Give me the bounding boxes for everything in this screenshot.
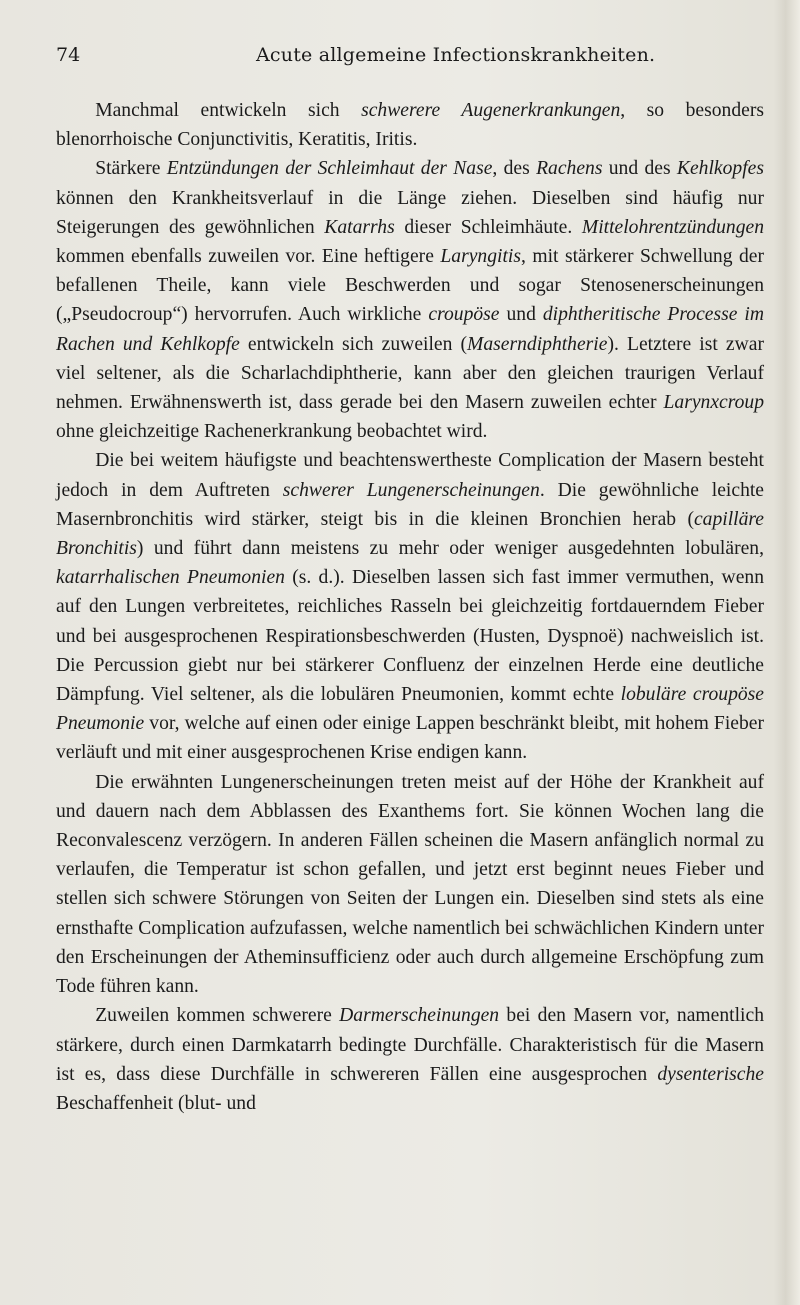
text-run: Stärkere: [95, 158, 167, 180]
emphasized-text: Rachens: [536, 158, 603, 180]
text-run: und: [499, 304, 543, 326]
body-text: [56, 96, 764, 1118]
emphasized-text: lobuläre croupöse Pneumonie: [56, 684, 765, 735]
text-run: entwickeln sich zuweilen (: [239, 333, 468, 355]
emphasized-text: katarrhalischen Pneumonien: [56, 567, 285, 589]
text-run: , mit stärkerer Schwellung der befallenen Theile, kann viele Beschwerden und sogar Stenosenerscheinungen („Pseudocroup“) hervorrufen. Auch wirkliche: [56, 246, 764, 326]
text-run: Beschaffenheit (blut- und: [56, 1092, 256, 1114]
page-edge-shadow: [774, 0, 800, 1305]
emphasized-text: Kehlkopfes: [676, 158, 764, 180]
text-run: und des: [602, 158, 677, 180]
emphasized-text: croupöse: [428, 304, 500, 326]
text-run: ). Letztere ist zwar viel seltener, als die Scharlachdiphtherie, kann aber den gleichen traurigen Verlauf nehmen. Erwähnenswerth ist, dass gerade bei den Masern zuweilen echter: [56, 333, 764, 414]
text-run: ohne gleichzeitige Rachenerkrankung beobachtet wird.: [56, 421, 488, 443]
text-run: Zuweilen kommen schwerere: [95, 1005, 340, 1027]
text-run: können den Krankheitsverlauf in die Länge ziehen. Dieselben sind häufig nur Steigerungen des gewöhnlichen: [56, 187, 764, 238]
text-run: , des: [492, 158, 537, 180]
text-run: (s. d.). Dieselben lassen sich fast immer vermuthen, wenn auf den Lungen verbreitetes, reichliches Rasseln bei gleichzeitig fortdauerndem Fieber und bei ausgesprochenen Respirationsbeschwerden (Husten, Dyspnoë) nachweislich ist. Die Percussion giebt nur bei stärkerer Confluenz der einzelnen Herde eine deutliche Dämpfung. Viel seltener, als die lobulären Pneumonien, kommt echte: [56, 567, 764, 706]
emphasized-text: capilläre Bronchitis: [56, 508, 764, 560]
emphasized-text: Larynxcroup: [663, 392, 764, 414]
text-run: bei den Masern vor, namentlich stärkere, durch einen Darmkatarrh bedingte Durchfälle. Charakteristisch für die Masern ist es, dass diese Durchfälle in schwereren Fällen eine ausgesprochen: [56, 1005, 764, 1085]
emphasized-text: dysenterische: [657, 1063, 764, 1085]
emphasized-text: Laryngitis: [440, 246, 521, 268]
text-run: kommen ebenfalls zuweilen vor. Eine heftigere: [56, 246, 441, 268]
text-run: Die erwähnten Lungenerscheinungen treten meist auf der Höhe der Krankheit auf und dauern nach dem Abblassen des Exanthems fort. Sie können Wochen lang die Reconvalescenz verzögern. In anderen Fällen scheinen die Masern anfänglich normal zu verlaufen, die Temperatur ist schon gefallen, und jetzt erst beginnt neues Fieber und stellen sich schwere Störungen von Seiten der Lungen ein. Dieselben sind stets als eine ernsthafte Complication aufzufassen, welche namentlich bei schwächlichen Kindern unter den Erscheinungen der Atheminsufficienz oder auch durch allgemeine Erschöpfung zum Tode führen kann.: [56, 771, 764, 998]
emphasized-text: Entzündungen der Schleimhaut der Nase: [166, 158, 493, 180]
emphasized-text: diphtheritische Processe im Rachen und Kehlkopfe: [56, 304, 765, 355]
emphasized-text: Darmerscheinungen: [339, 1005, 500, 1027]
paragraph: [56, 96, 764, 154]
text-run: , so besonders blenorrhoische Conjunctivitis, Keratitis, Iritis.: [56, 100, 764, 151]
emphasized-text: schwerer Lungenerscheinungen: [282, 479, 540, 501]
emphasized-text: Mittelohrentzündungen: [581, 216, 765, 238]
emphasized-text: Maserndiphtherie: [467, 333, 608, 355]
paragraph: [56, 768, 764, 1002]
text-run: . Die gewöhnliche leichte Masernbronchitis wird stärker, steigt bis in die kleinen Bronchien herab (: [56, 479, 765, 530]
paragraph: [56, 154, 764, 446]
page-number: 74: [56, 44, 81, 66]
paragraph: [56, 446, 764, 767]
running-head: Acute allgemeine Infectionskrankheiten.: [256, 44, 656, 66]
page-header: [56, 44, 764, 70]
emphasized-text: Katarrhs: [324, 216, 395, 238]
text-run: dieser Schleimhäute.: [394, 216, 582, 238]
text-run: vor, welche auf einen oder einige Lappen beschränkt bleibt, mit hohem Fieber verläuft und mit einer ausgesprochenen Krise endigen kann.: [56, 713, 764, 764]
text-run: Die bei weitem häufigste und beachtenswertheste Complication der Masern besteht jedoch in dem Auftreten: [56, 450, 764, 501]
paragraph: [56, 1001, 764, 1118]
emphasized-text: schwerere Augenerkrankungen: [361, 100, 621, 121]
text-run: Manchmal entwickeln sich: [95, 100, 362, 121]
text-run: ) und führt dann meistens zu mehr oder weniger ausgedehnten lobulären,: [136, 538, 764, 560]
